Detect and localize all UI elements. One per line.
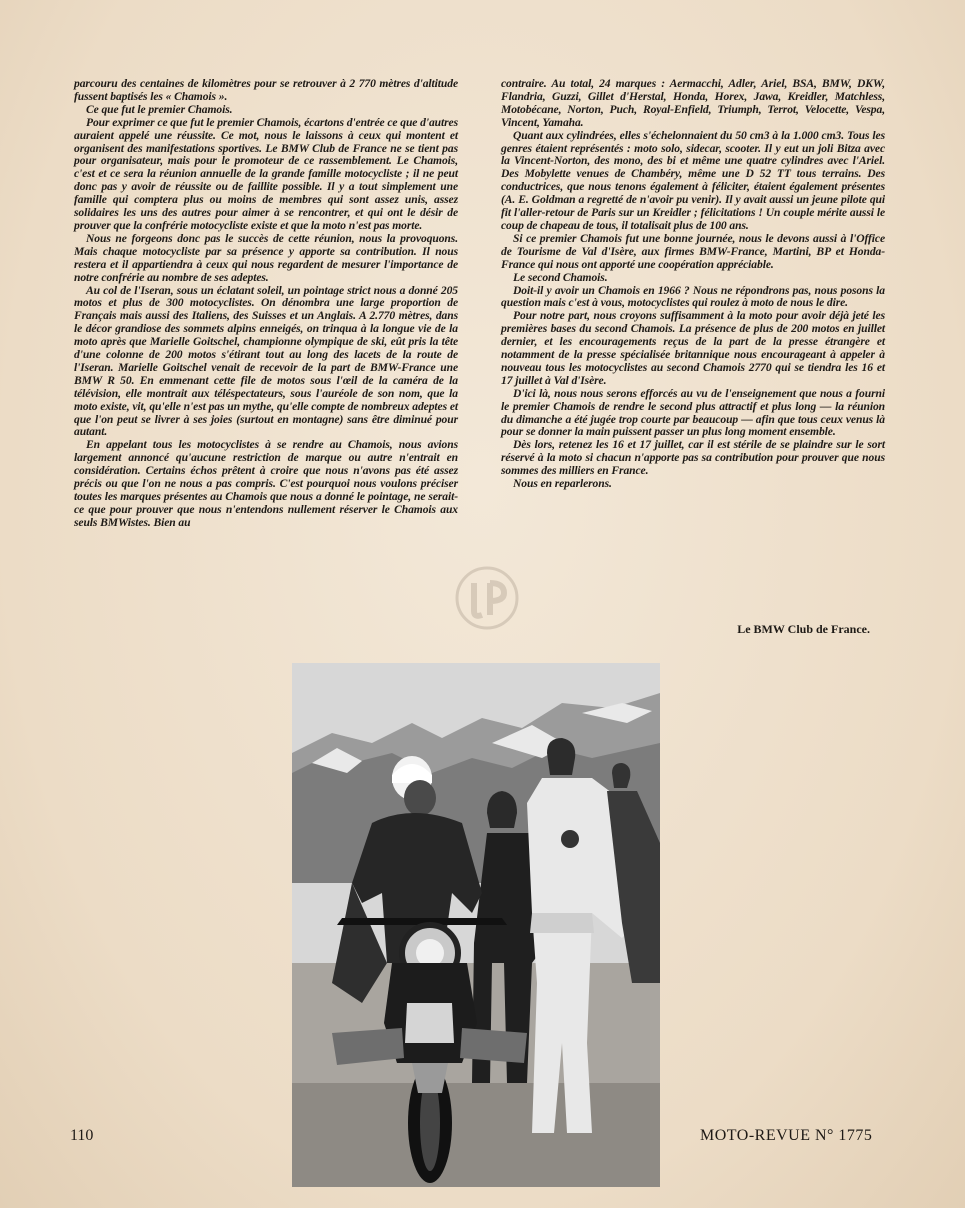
paragraph: D'ici là, nous nous serons efforcés au vu de l'enseignement que nous a fourni le premier Chamois de rendre le second plus attractif et plus long — la réunion du dimanche a été jugée trop courte par beaucoup — afin que tous ceux venus là pour se donner la main puissent passer un plus long moment ensemble. (501, 386, 885, 439)
paragraph: En appelant tous les motocyclistes à se rendre au Chamois, nous avions largement annoncé qu'aucune restriction de marque ou autre n'entrait en considération. Certains échos prêtent à croire que nous n'avons pas été assez précis ou que l'on ne nous a pas compris. C'est pourquoi nous voulons préciser toutes les marques présentes au Chamois que nous a donné le pointage, ne serait-ce que pour prouver que nous n'entendons nullement réserver le Chamois aux seuls BMWistes. Bien au (74, 438, 458, 529)
article-signature: Le BMW Club de France. (737, 622, 870, 636)
section-heading: Ce que fut le premier Chamois. (86, 102, 233, 116)
paragraph: Nous en reparlerons. (513, 477, 612, 491)
section-heading: Le second Chamois. (513, 270, 608, 284)
motorcyclists-photo-illustration (292, 663, 660, 1187)
paragraph: contraire. Au total, 24 marques : Aermacchi, Adler, Ariel, BSA, BMW, DKW, Flandria, Guzzi, Gillet d'Herstal, Honda, Horex, Jawa, Kreidler, Matchless, Motobécane, Norton, Puch, Royal-Enfield, Triumph, Terrot, Velocette, Vespa, Vincent, Yamaha. (501, 77, 885, 129)
paragraph: Pour exprimer ce que fut le premier Chamois, écartons d'entrée ce que d'autres auraient appelé une réussite. Ce mot, nous le laissons à ceux qui montent et organisent des manifestations sportives. Le BMW Club de France ne se tient pas pour organisateur, mais pour le promoteur de ce rassemblement. Le Chamois, c'est et ce sera la réunion annuelle de la grande famille motocycliste ; il ne peut donc pas y avoir de réussite ou de faillite possible. Il y a tout simplement une famille qui comptera plus ou moins de membres qui sont assez unis, assez solidaires les uns des autres pour aimer à se rencontrer, et qui ont le désir de prouver que la confrérie motocycliste existe et que la moto n'est pas morte. (74, 115, 458, 232)
paragraph: Dès lors, retenez les 16 et 17 juillet, car il est stérile de se plaindre sur le sort réservé à la moto si chacun n'apporte pas sa contribution pour prouver que nous sommes des milliers en France. (501, 438, 885, 478)
paragraph: Au col de l'Iseran, sous un éclatant soleil, un pointage strict nous a donné 205 motos et plus de 300 motocyclistes. On dénombra une large proportion de Français mais aussi des Italiens, des Suisses et un Anglais. A 2.770 mètres, dans le décor grandiose des sommets alpins enneigés, on trinqua à la longue vie de la moto après que Marielle Goitschel, championne olympique de ski, eût pris la tête d'une colonne de 200 motos s'étirant tout au long des lacets de la route de l'Iseran. Marielle Goitschel venait de recevoir de la part de BMW-France une BMW R 50. En emmenant cette file de motos sous l'œil de la caméra de la télévision, elle montrait aux téléspectateurs, sous l'auréole de son nom, que la moto existe, vit, qu'elle n'est pas un mythe, qu'elle compte de nombreux adeptes et que l'on peut se livrer à ses joies (surtout en montagne) sans être diminué pour autant. (74, 283, 458, 439)
page-number: 110 (70, 1127, 94, 1144)
paragraph: Doit-il y avoir un Chamois en 1966 ? Nous ne répondrons pas, nous posons la question mais c'est à vous, motocyclistes qui roulez à moto de nous le dire. (501, 283, 885, 310)
article-photo (292, 663, 660, 1187)
article-left-column (74, 78, 458, 530)
paragraph: Nous ne forgeons donc pas le succès de cette réunion, nous la provoquons. Mais chaque motocycliste par sa présence y apporte sa contribution. Il nous restera et il appartiendra à ceux qui nous regardent de mesurer l'importance de notre confrérie au nombre de ses adeptes. (74, 231, 458, 284)
magazine-issue: MOTO-REVUE N° 1775 (700, 1127, 873, 1144)
paragraph: Pour notre part, nous croyons suffisamment à la moto pour avoir déjà jeté les premières bases du second Chamois. La présence de plus de 200 motos en juillet dernier, et les encouragements reçus de la part de la presse étrangère et notamment de la presse spécialisée britannique nous encourageant à appeler à nouveau tous les motocyclistes au second Chamois 2770 qui se tiendra les 16 et 17 juillet à Val d'Isère. (501, 309, 885, 387)
article-right-column (501, 78, 885, 491)
paragraph: parcouru des centaines de kilomètres pour se retrouver à 2 770 mètres d'altitude fussent baptisés les « Chamois ». (74, 77, 458, 103)
paragraph: Si ce premier Chamois fut une bonne journée, nous le devons aussi à l'Office de Tourisme de Val d'Isère, aux firmes BMW-France, Martini, BP et Honda-France qui nous ont apporté une coopération appréciable. (501, 231, 885, 271)
paragraph: Quant aux cylindrées, elles s'échelonnaient du 50 cm3 à la 1.000 cm3. Tous les genres étaient représentés : moto solo, sidecar, scooter. Il y eut un joli Bitza avec la Vincent-Norton, des mono, des bi et même une quatre cylindres avec l'Ariel. Des Mobylette venues de Chambéry, même une D 52 TT tous terrains. Des conductrices, que nous tenons également à féliciter, étaient également présentes (A. E. Goldman a regretté de n'avoir pu venir). Il y avait aussi un jeune pilote qui fit l'aller-retour de Paris sur un Kreidler ; félicitations ! Un couple mérite aussi le coup de chapeau de tous, il totalisait plus de 100 ans. (501, 128, 885, 232)
watermark-logo (452, 563, 522, 633)
